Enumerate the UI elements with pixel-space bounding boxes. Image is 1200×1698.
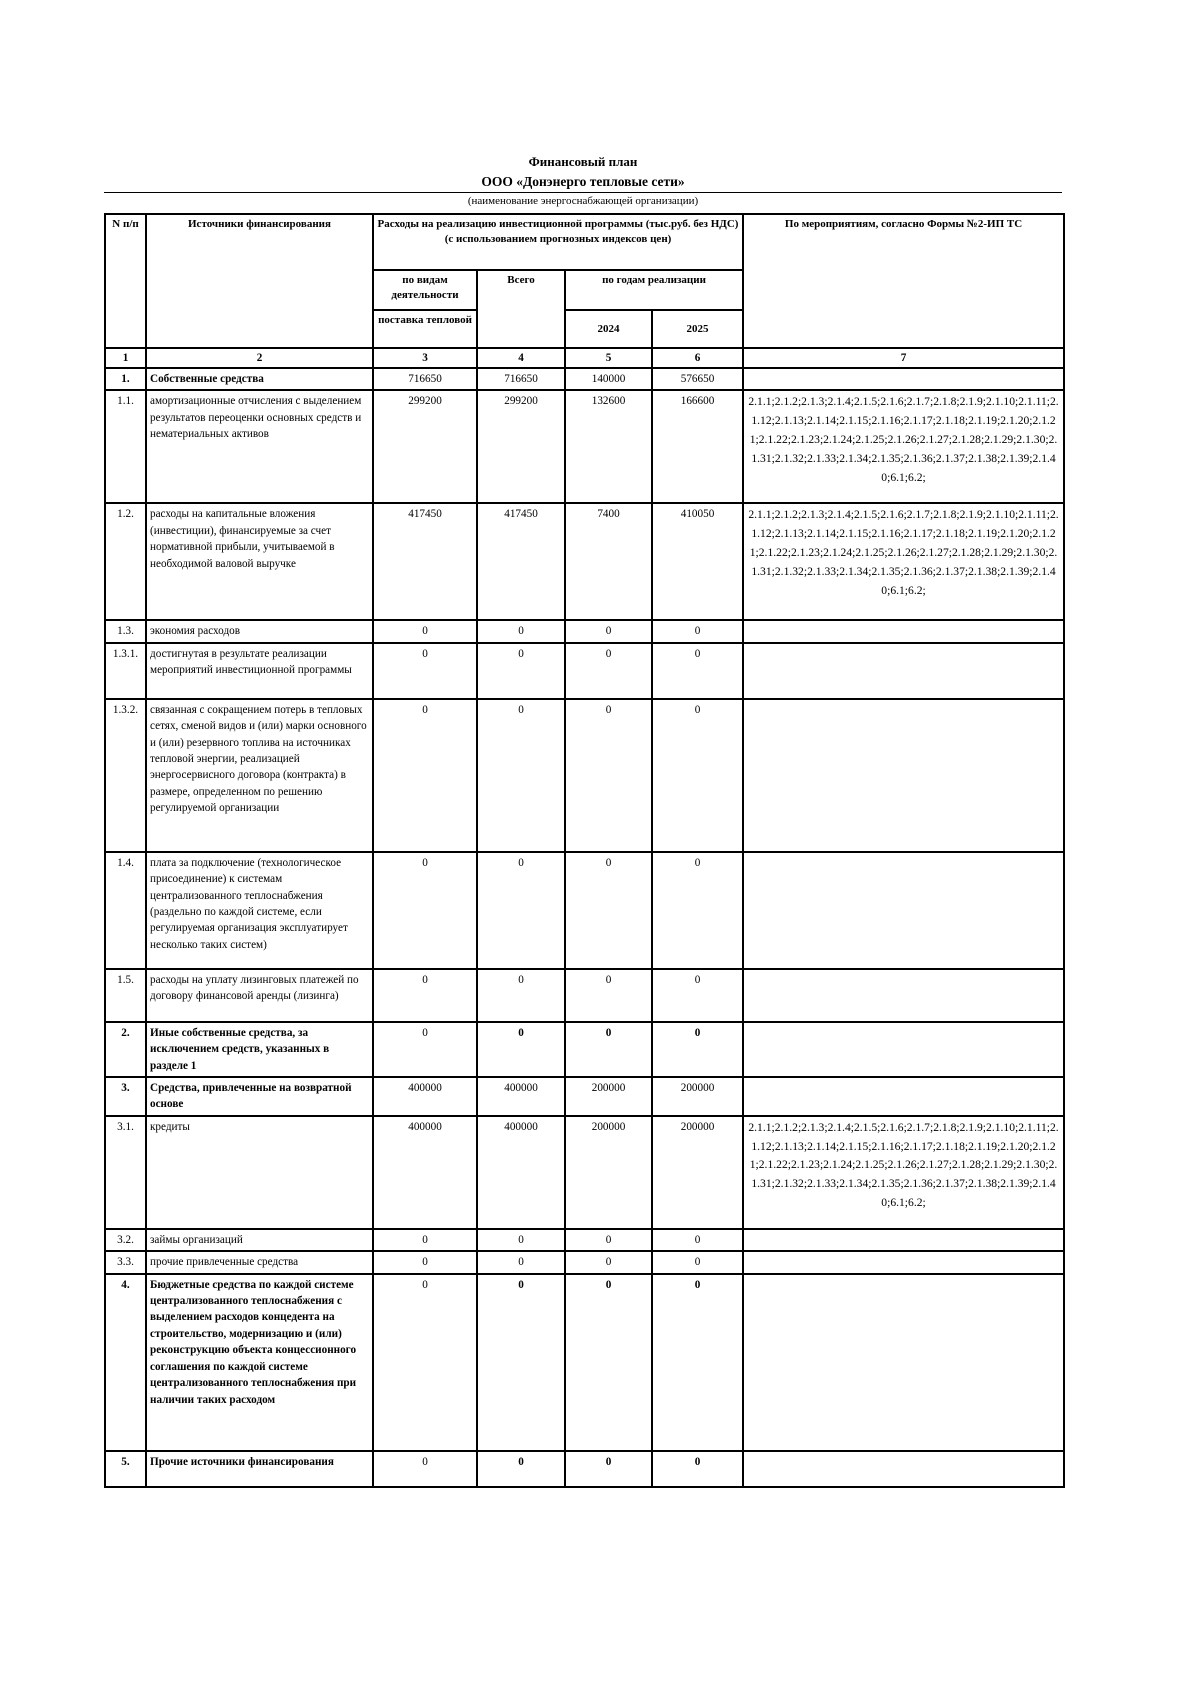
row-number: 1. — [105, 368, 146, 390]
document-header — [104, 152, 1062, 211]
row-measures-refs — [743, 1251, 1064, 1273]
row-2025-value: 166600 — [652, 390, 743, 503]
table-row — [105, 1451, 1064, 1487]
table-row — [105, 643, 1064, 699]
row-measures-refs: 2.1.1;2.1.2;2.1.3;2.1.4;2.1.5;2.1.6;2.1.7;2.1.8;2.1.9;2.1.10;2.1.11;2.1.12;2.1.13;2.1.14;2.1.15;2.1.16;2.1.17;2.1.18;2.1.19;2.1.20;2.1.21;2.1.22;2.1.23;2.1.24;2.1.25;2.1.26;2.1.27;2.1.28;2.1.29;2.1.30;2.1.31;2.1.32;2.1.33;2.1.34;2.1.35;2.1.36;2.1.37;2.1.38;2.1.39;2.1.40;6.1;6.2; — [743, 390, 1064, 503]
row-total-value: 0 — [477, 1274, 565, 1451]
table-row — [105, 503, 1064, 620]
table-row — [105, 390, 1064, 503]
row-2024-value: 0 — [565, 852, 652, 969]
row-2025-value: 0 — [652, 643, 743, 699]
row-source-name: Бюджетные средства по каждой системе централизованного теплоснабжения с выделением расходов концедента на строительство, модернизацию и (или) реконструкцию объекта концессионного соглашения по каждой системе централизованного теплоснабжения при наличии таких расходом — [146, 1274, 373, 1451]
row-2024-value: 200000 — [565, 1116, 652, 1229]
row-number: 5. — [105, 1451, 146, 1487]
row-2025-value: 200000 — [652, 1077, 743, 1116]
row-activity-value: 0 — [373, 643, 477, 699]
row-number: 1.1. — [105, 390, 146, 503]
table-row — [105, 1022, 1064, 1077]
row-activity-value: 0 — [373, 969, 477, 1022]
row-number: 1.5. — [105, 969, 146, 1022]
column-number: 5 — [565, 348, 652, 368]
row-total-value: 0 — [477, 643, 565, 699]
row-2025-value: 410050 — [652, 503, 743, 620]
row-source-name: плата за подключение (технологическое присоединение) к системам централизованного теплоснабжения (раздельно по каждой системе, если регулируемая организация эксплуатирует несколько таких систем) — [146, 852, 373, 969]
row-source-name: амортизационные отчисления с выделением результатов переоценки основных средств и нематериальных активов — [146, 390, 373, 503]
table-header — [105, 214, 1064, 348]
row-total-value: 400000 — [477, 1077, 565, 1116]
column-number: 3 — [373, 348, 477, 368]
row-measures-refs: 2.1.1;2.1.2;2.1.3;2.1.4;2.1.5;2.1.6;2.1.7;2.1.8;2.1.9;2.1.10;2.1.11;2.1.12;2.1.13;2.1.14;2.1.15;2.1.16;2.1.17;2.1.18;2.1.19;2.1.20;2.1.21;2.1.22;2.1.23;2.1.24;2.1.25;2.1.26;2.1.27;2.1.28;2.1.29;2.1.30;2.1.31;2.1.32;2.1.33;2.1.34;2.1.35;2.1.36;2.1.37;2.1.38;2.1.39;2.1.40;6.1;6.2; — [743, 1116, 1064, 1229]
row-number: 1.3.1. — [105, 643, 146, 699]
column-number: 6 — [652, 348, 743, 368]
row-2025-value: 200000 — [652, 1116, 743, 1229]
row-measures-refs — [743, 620, 1064, 642]
row-source-name: Средства, привлеченные на возвратной основе — [146, 1077, 373, 1116]
organization-caption: (наименование энергоснабжающей организации) — [467, 195, 699, 207]
row-measures-refs — [743, 852, 1064, 969]
row-source-name: расходы на уплату лизинговых платежей по договору финансовой аренды (лизинга) — [146, 969, 373, 1022]
header-total: Всего — [477, 270, 565, 348]
row-total-value: 0 — [477, 1451, 565, 1487]
row-2025-value: 0 — [652, 620, 743, 642]
row-2024-value: 7400 — [565, 503, 652, 620]
row-2025-value: 0 — [652, 1451, 743, 1487]
row-activity-value: 299200 — [373, 390, 477, 503]
table-row — [105, 1229, 1064, 1251]
row-number: 1.4. — [105, 852, 146, 969]
table-row — [105, 368, 1064, 390]
table-row — [105, 969, 1064, 1022]
column-number: 4 — [477, 348, 565, 368]
row-activity-value: 400000 — [373, 1077, 477, 1116]
row-2024-value: 200000 — [565, 1077, 652, 1116]
table-body — [105, 348, 1064, 1487]
table-row — [105, 1116, 1064, 1229]
row-source-name: займы организаций — [146, 1229, 373, 1251]
header-expenses: Расходы на реализацию инвестиционной программы (тыс.руб. без НДС) (с использованием прогнозных индексов цен) — [373, 214, 743, 270]
row-2025-value: 0 — [652, 1274, 743, 1451]
row-number: 4. — [105, 1274, 146, 1451]
row-activity-value: 0 — [373, 1451, 477, 1487]
row-measures-refs — [743, 1451, 1064, 1487]
row-source-name: прочие привлеченные средства — [146, 1251, 373, 1273]
row-measures-refs — [743, 368, 1064, 390]
table-row — [105, 1274, 1064, 1451]
table-row — [105, 620, 1064, 642]
row-activity-value: 0 — [373, 699, 477, 852]
row-activity-value: 417450 — [373, 503, 477, 620]
row-activity-value: 0 — [373, 1274, 477, 1451]
row-total-value: 417450 — [477, 503, 565, 620]
header-num: N п/п — [105, 214, 146, 348]
row-2024-value: 0 — [565, 1274, 652, 1451]
column-number: 2 — [146, 348, 373, 368]
row-source-name: Собственные средства — [146, 368, 373, 390]
row-activity-value: 716650 — [373, 368, 477, 390]
row-number: 2. — [105, 1022, 146, 1077]
row-2025-value: 0 — [652, 699, 743, 852]
row-activity-value: 0 — [373, 1251, 477, 1273]
row-number: 3. — [105, 1077, 146, 1116]
row-source-name: Прочие источники финансирования — [146, 1451, 373, 1487]
table-row — [105, 1077, 1064, 1116]
row-2024-value: 0 — [565, 1022, 652, 1077]
row-activity-value: 0 — [373, 852, 477, 969]
row-source-name: кредиты — [146, 1116, 373, 1229]
row-total-value: 0 — [477, 969, 565, 1022]
row-total-value: 0 — [477, 852, 565, 969]
row-2024-value: 132600 — [565, 390, 652, 503]
table-row — [105, 1251, 1064, 1273]
row-2025-value: 0 — [652, 852, 743, 969]
row-number: 1.3. — [105, 620, 146, 642]
row-measures-refs — [743, 969, 1064, 1022]
row-2024-value: 0 — [565, 1251, 652, 1273]
row-total-value: 0 — [477, 1022, 565, 1077]
row-measures-refs — [743, 1229, 1064, 1251]
row-activity-value: 0 — [373, 620, 477, 642]
row-2024-value: 0 — [565, 643, 652, 699]
column-number: 7 — [743, 348, 1064, 368]
row-number: 3.3. — [105, 1251, 146, 1273]
header-source: Источники финансирования — [146, 214, 373, 348]
row-measures-refs — [743, 1022, 1064, 1077]
row-source-name: Иные собственные средства, за исключением средств, указанных в разделе 1 — [146, 1022, 373, 1077]
row-2024-value: 140000 — [565, 368, 652, 390]
organization-name: ООО «Донэнерго тепловые сети» — [104, 172, 1062, 193]
financial-plan-table — [104, 213, 1065, 1488]
header-year-2024: 2024 — [565, 310, 652, 348]
row-2024-value: 0 — [565, 620, 652, 642]
row-number: 3.2. — [105, 1229, 146, 1251]
row-2025-value: 0 — [652, 1229, 743, 1251]
header-year-2025: 2025 — [652, 310, 743, 348]
row-2024-value: 0 — [565, 699, 652, 852]
row-total-value: 716650 — [477, 368, 565, 390]
row-2025-value: 576650 — [652, 368, 743, 390]
row-2025-value: 0 — [652, 969, 743, 1022]
row-activity-value: 400000 — [373, 1116, 477, 1229]
document-title: Финансовый план — [528, 154, 638, 169]
row-measures-refs — [743, 1274, 1064, 1451]
row-2025-value: 0 — [652, 1251, 743, 1273]
row-measures-refs: 2.1.1;2.1.2;2.1.3;2.1.4;2.1.5;2.1.6;2.1.7;2.1.8;2.1.9;2.1.10;2.1.11;2.1.12;2.1.13;2.1.14;2.1.15;2.1.16;2.1.17;2.1.18;2.1.19;2.1.20;2.1.21;2.1.22;2.1.23;2.1.24;2.1.25;2.1.26;2.1.27;2.1.28;2.1.29;2.1.30;2.1.31;2.1.32;2.1.33;2.1.34;2.1.35;2.1.36;2.1.37;2.1.38;2.1.39;2.1.40;6.1;6.2; — [743, 503, 1064, 620]
column-number-row — [105, 348, 1064, 368]
row-number: 3.1. — [105, 1116, 146, 1229]
row-source-name: связанная с сокращением потерь в тепловых сетях, сменой видов и (или) марки основного и (или) резервного топлива на источниках тепловой энергии, реализацией энергосервисного договора (контракта) в размере, определенном по решению регулируемой организации — [146, 699, 373, 852]
table-row — [105, 699, 1064, 852]
table-row — [105, 852, 1064, 969]
row-source-name: расходы на капитальные вложения (инвестиции), финансируемые за счет нормативной прибыли, учитываемой в необходимой валовой выручке — [146, 503, 373, 620]
header-measures: По мероприятиям, согласно Формы №2-ИП ТС — [743, 214, 1064, 348]
row-measures-refs — [743, 643, 1064, 699]
column-number: 1 — [105, 348, 146, 368]
row-total-value: 0 — [477, 699, 565, 852]
row-source-name: экономия расходов — [146, 620, 373, 642]
row-total-value: 0 — [477, 620, 565, 642]
header-by-activity: по видам деятельности — [373, 270, 477, 310]
row-2024-value: 0 — [565, 969, 652, 1022]
row-2025-value: 0 — [652, 1022, 743, 1077]
row-2024-value: 0 — [565, 1229, 652, 1251]
row-2024-value: 0 — [565, 1451, 652, 1487]
row-number: 1.3.2. — [105, 699, 146, 852]
row-number: 1.2. — [105, 503, 146, 620]
row-measures-refs — [743, 699, 1064, 852]
row-measures-refs — [743, 1077, 1064, 1116]
header-heat-supply: поставка тепловой — [373, 310, 477, 348]
row-total-value: 0 — [477, 1251, 565, 1273]
row-total-value: 400000 — [477, 1116, 565, 1229]
header-by-years: по годам реализации — [565, 270, 743, 310]
row-activity-value: 0 — [373, 1022, 477, 1077]
row-total-value: 299200 — [477, 390, 565, 503]
row-source-name: достигнутая в результате реализации мероприятий инвестиционной программы — [146, 643, 373, 699]
row-activity-value: 0 — [373, 1229, 477, 1251]
row-total-value: 0 — [477, 1229, 565, 1251]
